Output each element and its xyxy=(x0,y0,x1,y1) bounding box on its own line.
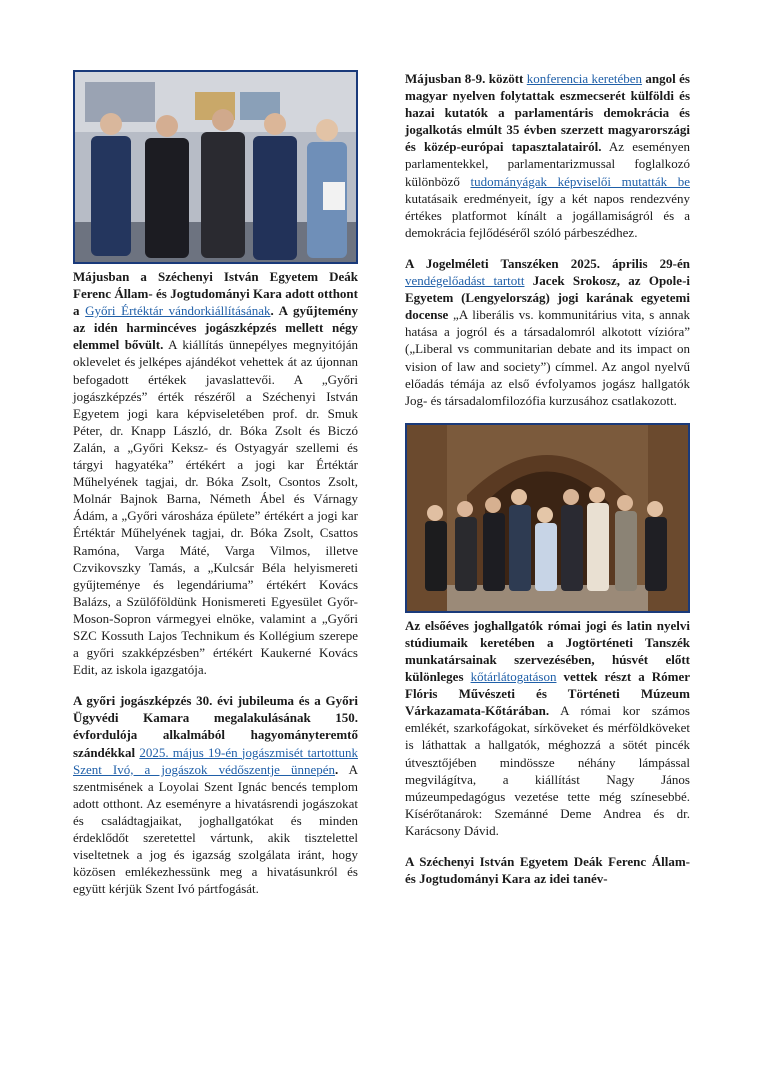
para-bold-tail: . xyxy=(335,761,339,777)
link-ertektar-exhibition[interactable]: Győri Értéktár vándorkiállításának xyxy=(85,303,271,319)
para-bold-intro: A Jogelméleti Tanszéken 2025. április 29-én xyxy=(405,255,690,271)
para-body-text: A kiállítás ünnepélyes megnyitóján oklevelet és jelképes ajándékot vehettek át az újonnan befogadott értékek javaslattevői. A „Győri jogászképzés” érték részéről a Széchenyi István Egyetem jogi kara képviseletében prof. dr. Smuk Péter, dr. Knapp László, dr. Bóka Zsolt és Biczó Zalán, a „Győri Keksz- és Ostyagyár szellemi és tárgyi hagyatéka” értékért a jogi kar Értéktár Műhelyének tagjai, dr. Bóka Zsolt, Csontos Zsolt, Molnár Bajnok Barna, Németh Ábel és Várnagy Ádám, a „Győri városháza épülete” értékért a jogi kar Értéktár Műhelyének tagjai, dr. Bóka Zsolt, Csattos Ramóna, Varga Máté, Varga Vilmos, illetve Czvikovszky Tamás, a „Kulcsár Béla helyismereti gyűjteménye és legendáriuma” értékért Kovács Balázs, a Szülőföldünk Honismereti Egyesület Győr-Moson-Sopron vármegyei elnöke, valamint a „Győri SZC Kossuth Lajos Technikum és Kollégium szerepe a győri szakképzésben” értékért Kaukerné Kovács Edit, az iskola igazgatója. xyxy=(73,337,358,678)
right-column xyxy=(405,70,690,901)
student-photo-image xyxy=(407,425,688,611)
para-body-text: Az eseményen parlamentekkel, parlamentarizmussal foglalkozó különböző xyxy=(405,139,690,189)
link-konferencia[interactable]: konferencia keretében xyxy=(526,71,643,86)
para-body-text: A római kor számos emlékét, szarkofágokat, sírköveket és mérföldköveket is láthattak a hallgatók, méghozzá a sötét pincék útvesztőjében mindössze néhány lámpással megvilágítva, a kiállítást Nagy János múzeumpedagógus vezetése tette még színesebbé. Kísérőtanárok: Szemánné Deme Andrea és dr. Karácsony Dávid. xyxy=(405,703,690,838)
para-bold-tail: angol és magyar nyelven folytattak eszmecserét külföldi és hazai kutatók a parlamentáris demokrácia és jogalkotás elmúlt 35 évben szerzett magyarországi és közép-európai tapasztalatairól. xyxy=(405,71,690,155)
para-bold-tail: Jacek Srokosz, az Opole-i Egyetem (Lengyelország) jogi karának egyetemi docense xyxy=(405,273,691,323)
link-jogaszmise[interactable]: 2025. május 19-én jogászmisét tartottunk Szent Ivó, a jogászok védőszentje ünnepén xyxy=(73,744,358,777)
paragraph-jogaszmise xyxy=(73,692,358,897)
paragraph-ertektar xyxy=(73,268,358,678)
photo-student-group xyxy=(405,423,690,613)
paragraph-konferencia xyxy=(405,70,690,241)
para-body-text: „A liberális vs. kommunitárius vita, s annak hatása a jogról és a társadalomról alkotott vízióra” („Liberal vs communitarian debate and its impact on vision of law and society”) címmel. Az angol nyelvű előadás témája az első évfolyamos jogász hallgatók Jog- és társadalomfilozófia kurzusához csatlakozott. xyxy=(405,307,690,408)
link-tudomanyagak[interactable]: tudományágak képviselői mutatták be xyxy=(470,173,690,189)
para-bold-tail: vettek részt a Rómer Flóris Művészeti és Történeti Múzeum Várkazamata-Kőtárában. xyxy=(405,669,691,719)
para-bold-intro: Májusban a Széchenyi István Egyetem Deák Ferenc Állam- és Jogtudományi Kara adott otthont a xyxy=(73,269,358,319)
para-bold-intro: A Széchenyi István Egyetem Deák Ferenc Állam- és Jogtudományi Kara az idei tanév- xyxy=(405,854,690,887)
para-bold-intro: Az elsőéves joghallgatók római jogi és latin nyelvi stúdiumaik keretében a Jogtörténeti Tanszék munkatársainak szervezésében, húsvét előtt különleges xyxy=(405,617,690,685)
para-body-text: kutatásaik eredményeit, így a két napos rendezvény értékes platformot kínált a jogállamiságról és a demokrácia fejlődéséről szóló párbeszédhez. xyxy=(405,190,690,240)
para-body-text: A szentmisének a Loyolai Szent Ignác bencés templom adott otthont. Az eseményre a hivatásrendi jogászokat és családtagjaikat, joghallgatókat és minden érdeklődőt szeretettel vártunk, akik tisztelettel viseltetnek a jog és igazság szolgálata iránt, hogy közösen emlékezhessünk meg a hivatásunkról és együtt kérjük Szent Ivó pártfogását. xyxy=(73,761,358,897)
link-vendegeloadas[interactable]: vendégelőadást tartott xyxy=(405,273,525,289)
link-kotarlatogatas[interactable]: kőtárlátogatáson xyxy=(470,669,557,685)
para-bold-intro: Májusban 8-9. között xyxy=(405,71,527,86)
para-bold-intro: A győri jogászképzés 30. évi jubileuma és a Győri Ügyvédi Kamara megalakulásának 150. évfordulója alkalmából hagyományteremtő szándékkal xyxy=(73,693,358,760)
left-column xyxy=(73,70,358,911)
paragraph-kotarlatogatas xyxy=(405,617,690,839)
paragraph-tanev xyxy=(405,853,690,887)
paragraph-vendegeloadas xyxy=(405,255,690,409)
group-photo-image xyxy=(75,72,356,262)
para-bold-tail: . A gyűjtemény az idén harmincéves jogászképzés mellett négy elemmel bővült. xyxy=(73,303,358,353)
photo-group-event xyxy=(73,70,358,264)
